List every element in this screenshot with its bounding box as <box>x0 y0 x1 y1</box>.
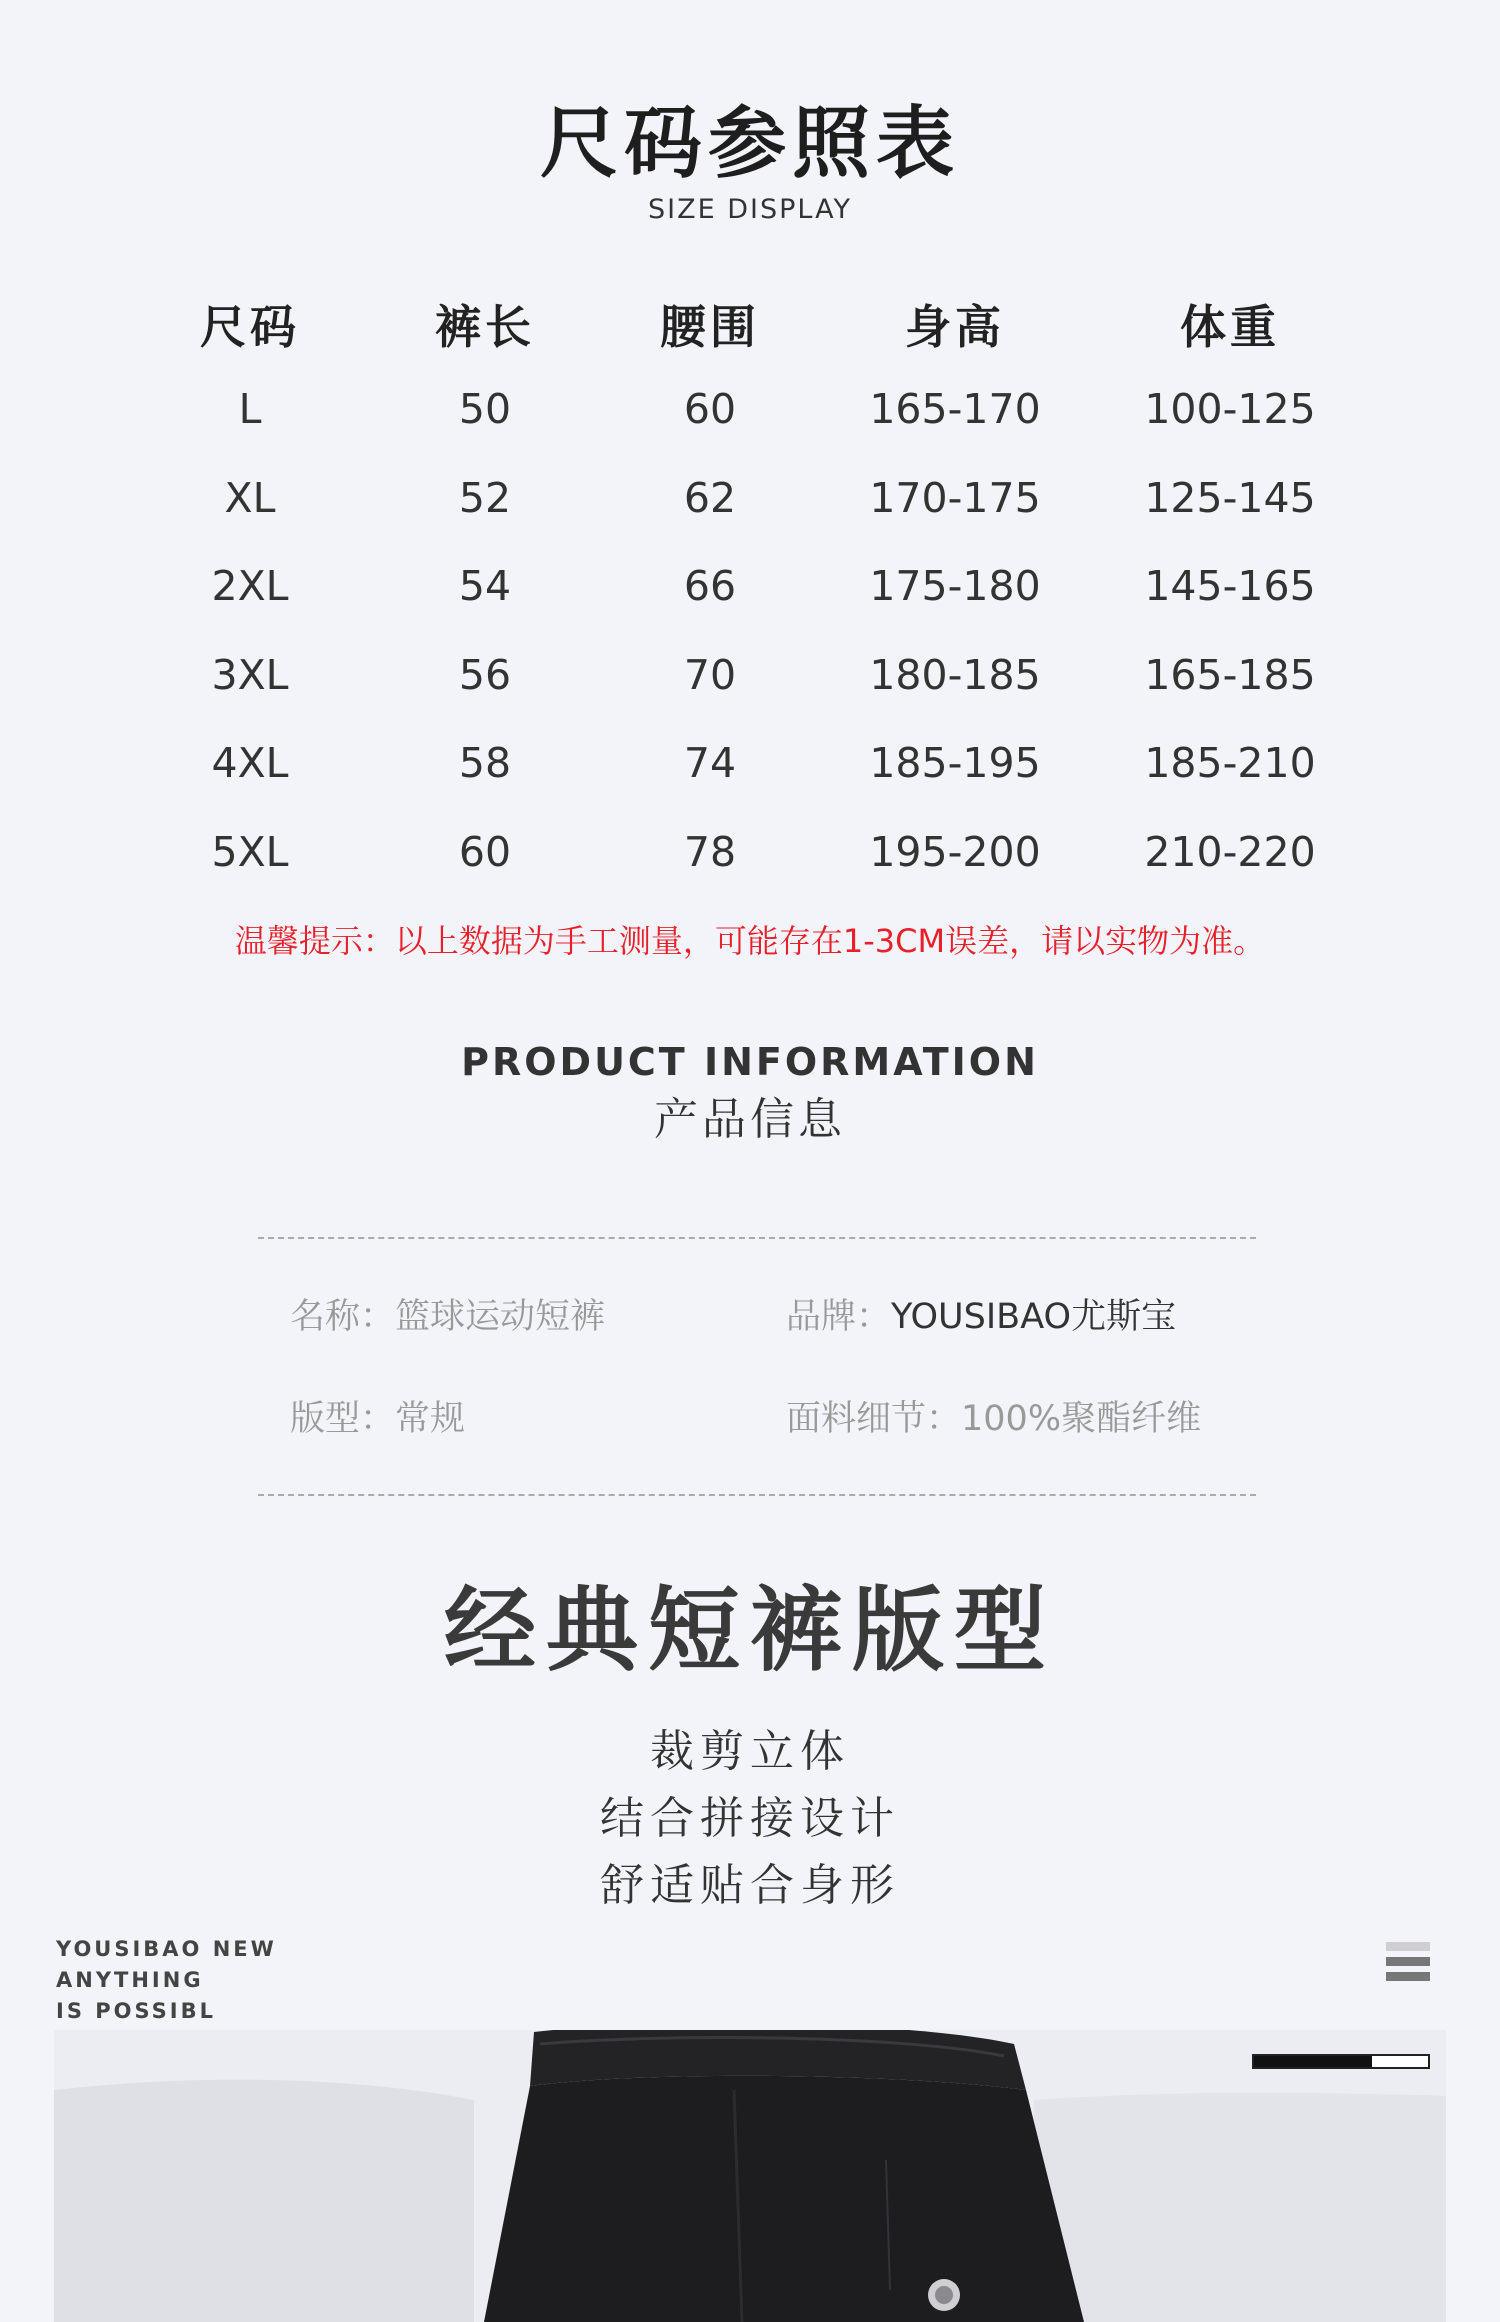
size-chart-title: 尺码参照表 <box>539 99 960 189</box>
cell-pant-length: 60 <box>458 827 512 876</box>
header-height: 身高 <box>905 300 1005 354</box>
promo-text <box>56 1934 277 2027</box>
product-brand-label: 品牌： <box>786 1297 892 1337</box>
classic-fit-title: 经典短裤版型 <box>443 1577 1056 1684</box>
table-row <box>140 631 1360 720</box>
cell-height: 175-180 <box>869 562 1041 611</box>
menu-icon-bar <box>1386 1972 1430 1981</box>
divider-bottom <box>258 1494 1256 1496</box>
product-fabric-label: 面料细节： <box>786 1399 962 1439</box>
product-brand <box>786 1297 1177 1337</box>
gallery-progress-bar[interactable] <box>1252 2054 1430 2069</box>
cell-pant-length: 56 <box>458 650 512 699</box>
table-row <box>140 719 1360 808</box>
cell-weight: 210-220 <box>1144 827 1316 876</box>
size-chart-subtitle: SIZE DISPLAY <box>648 194 852 225</box>
product-fabric-value: 100%聚酯纤维 <box>961 1399 1202 1439</box>
table-row <box>140 365 1360 454</box>
cell-waist: 70 <box>683 650 737 699</box>
header-size: 尺码 <box>200 300 300 354</box>
product-image-panel <box>54 2030 1446 2322</box>
divider-top <box>258 1237 1256 1239</box>
cell-weight: 125-145 <box>1144 473 1316 522</box>
cell-weight: 145-165 <box>1144 562 1316 611</box>
product-fit-label: 版型： <box>290 1399 396 1439</box>
header-weight: 体重 <box>1180 300 1280 354</box>
cell-waist: 78 <box>683 827 737 876</box>
cell-weight: 100-125 <box>1144 385 1316 434</box>
header-waist: 腰围 <box>660 300 760 354</box>
table-row <box>140 808 1360 897</box>
cell-size: L <box>238 385 262 434</box>
product-name-label: 名称： <box>290 1297 396 1337</box>
cell-size: 5XL <box>211 827 289 876</box>
product-fabric <box>786 1399 1202 1439</box>
cell-waist: 74 <box>683 739 737 788</box>
table-row <box>140 454 1360 543</box>
cell-pant-length: 50 <box>458 385 512 434</box>
cell-pant-length: 54 <box>458 562 512 611</box>
product-fit-value: 常规 <box>395 1399 466 1439</box>
cell-weight: 165-185 <box>1144 650 1316 699</box>
feature-line: 裁剪立体 <box>650 1726 850 1777</box>
feature-line: 舒适贴合身形 <box>600 1860 900 1911</box>
cell-height: 195-200 <box>869 827 1041 876</box>
product-info-title-en: PRODUCT INFORMATION <box>461 1040 1039 1084</box>
cell-height: 185-195 <box>869 739 1041 788</box>
menu-icon-bar <box>1386 1957 1430 1966</box>
menu-icon[interactable] <box>1386 1942 1430 1987</box>
header-pant-length: 裤长 <box>435 300 535 354</box>
cell-size: XL <box>224 473 276 522</box>
cell-height: 165-170 <box>869 385 1041 434</box>
product-fit <box>290 1399 466 1439</box>
cell-size: 3XL <box>211 650 289 699</box>
measurement-tip: 温馨提示：以上数据为手工测量，可能存在1-3CM误差，请以实物为准。 <box>234 922 1266 960</box>
product-info-title-cn: 产品信息 <box>654 1094 846 1145</box>
cell-weight: 185-210 <box>1144 739 1316 788</box>
cell-size: 4XL <box>211 739 289 788</box>
table-row <box>140 542 1360 631</box>
feature-line: 结合拼接设计 <box>600 1793 900 1844</box>
cell-height: 180-185 <box>869 650 1041 699</box>
cell-waist: 60 <box>683 385 737 434</box>
promo-line: YOUSIBAO NEW <box>56 1937 277 1961</box>
cell-pant-length: 58 <box>458 739 512 788</box>
size-table-header-row <box>140 283 1360 365</box>
size-table <box>140 283 1360 896</box>
shorts-image <box>54 2030 1446 2322</box>
cell-size: 2XL <box>211 562 289 611</box>
cell-waist: 66 <box>683 562 737 611</box>
promo-line: IS POSSIBL <box>56 1999 216 2023</box>
product-brand-value: YOUSIBAO尤斯宝 <box>891 1297 1177 1337</box>
promo-line: ANYTHING <box>56 1968 204 1992</box>
cell-height: 170-175 <box>869 473 1041 522</box>
product-name <box>290 1297 606 1337</box>
product-name-value: 篮球运动短裤 <box>395 1297 606 1337</box>
gallery-progress-fill <box>1254 2056 1372 2067</box>
cell-waist: 62 <box>683 473 737 522</box>
cell-pant-length: 52 <box>458 473 512 522</box>
menu-icon-bar <box>1386 1942 1430 1951</box>
